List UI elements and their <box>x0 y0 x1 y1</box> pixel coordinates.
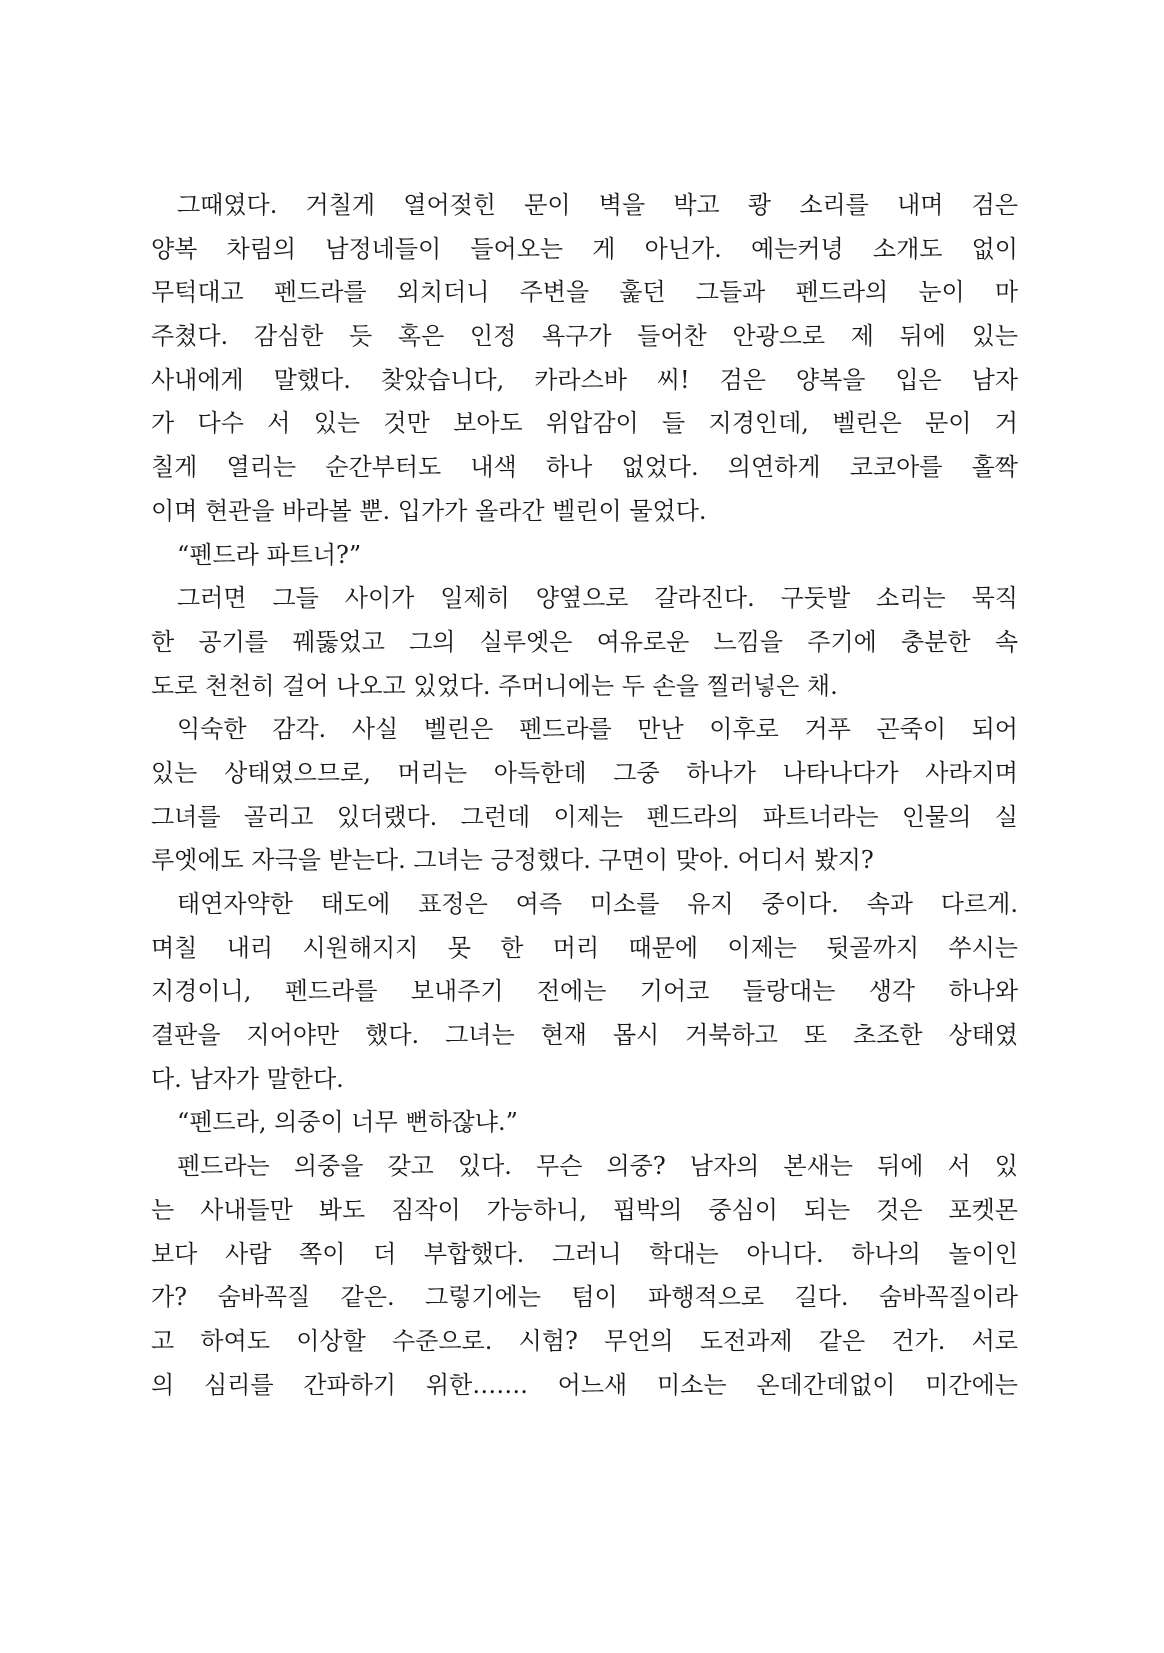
text-line: 그때였다. 거칠게 열어젖힌 문이 벽을 박고 쾅 소리를 내며 검은 <box>177 191 1018 219</box>
text-line: 도로 천천히 걸어 나오고 있었다. 주머니에는 두 손을 찔러넣은 채. <box>151 671 838 700</box>
body-text <box>151 184 1018 1407</box>
text-line: 며칠 내리 시원해지지 못 한 머리 때문에 이제는 뒷골까지 쑤시는 <box>151 933 1018 962</box>
text-line: 사내에게 말했다. 찾았습니다, 카라스바 씨! 검은 양복을 입은 남자 <box>151 365 1018 394</box>
text-line: 펜드라는 의중을 갖고 있다. 무슨 의중? 남자의 본새는 뒤에 서 있 <box>177 1152 1018 1181</box>
text-line: 칠게 열리는 순간부터도 내색 하나 없었다. 의연하게 코코아를 홀짝 <box>151 453 1018 482</box>
text-line: 지경이니, 펜드라를 보내주기 전에는 기어코 들랑대는 생각 하나와 <box>151 977 1018 1006</box>
text-line: 루엣에도 자극을 받는다. 그녀는 긍정했다. 구면이 맞아. 어디서 봤지? <box>151 846 874 875</box>
text-line: 는 사내들만 봐도 짐작이 가능하니, 핍박의 중심이 되는 것은 포켓몬 <box>151 1195 1018 1224</box>
text-line: 한 공기를 꿰뚫었고 그의 실루엣은 여유로운 느낌을 주기에 충분한 속 <box>151 627 1018 656</box>
text-line: 익숙한 감각. 사실 벨린은 펜드라를 만난 이후로 거푸 곤죽이 되어 <box>177 715 1018 744</box>
text-line: “펜드라, 의중이 너무 뻔하잖냐.” <box>177 1108 518 1137</box>
text-line: 고 하여도 이상할 수준으로. 시험? 무언의 도전과제 같은 건가. 서로 <box>151 1326 1018 1355</box>
text-line: 가 다수 서 있는 것만 보아도 위압감이 들 지경인데, 벨린은 문이 거 <box>151 409 1018 438</box>
text-line: 그녀를 골리고 있더랬다. 그런데 이제는 펜드라의 파트너라는 인물의 실 <box>151 802 1018 831</box>
text-line: 그러면 그들 사이가 일제히 양옆으로 갈라진다. 구둣발 소리는 묵직 <box>177 584 1018 613</box>
text-line: 양복 차림의 남정네들이 들어오는 게 아닌가. 예는커녕 소개도 없이 <box>151 234 1018 263</box>
text-line: 주쳤다. 감심한 듯 혹은 인정 욕구가 들어찬 안광으로 제 뒤에 있는 <box>151 322 1018 351</box>
text-line: 다. 남자가 말한다. <box>151 1064 344 1093</box>
text-line: 의 심리를 간파하기 위한……. 어느새 미소는 온데간데없이 미간에는 <box>151 1370 1018 1399</box>
text-line: 있는 상태였으므로, 머리는 아득한데 그중 하나가 나타나다가 사라지며 <box>151 758 1018 787</box>
text-line: 이며 현관을 바라볼 뿐. 입가가 올라간 벨린이 물었다. <box>151 496 707 525</box>
text-line: 결판을 지어야만 했다. 그녀는 현재 몹시 거북하고 또 초조한 상태였 <box>151 1021 1018 1050</box>
text-line: 가? 숨바꼭질 같은. 그렇기에는 텀이 파행적으로 길다. 숨바꼭질이라 <box>151 1283 1018 1312</box>
text-line: 보다 사람 쪽이 더 부합했다. 그러니 학대는 아니다. 하나의 놀이인 <box>151 1239 1018 1268</box>
text-line: 무턱대고 펜드라를 외치더니 주변을 훑던 그들과 펜드라의 눈이 마 <box>151 278 1018 307</box>
text-line: 태연자약한 태도에 표정은 여즉 미소를 유지 중이다. 속과 다르게. <box>177 890 1018 918</box>
text-line: “펜드라 파트너?” <box>177 540 362 569</box>
